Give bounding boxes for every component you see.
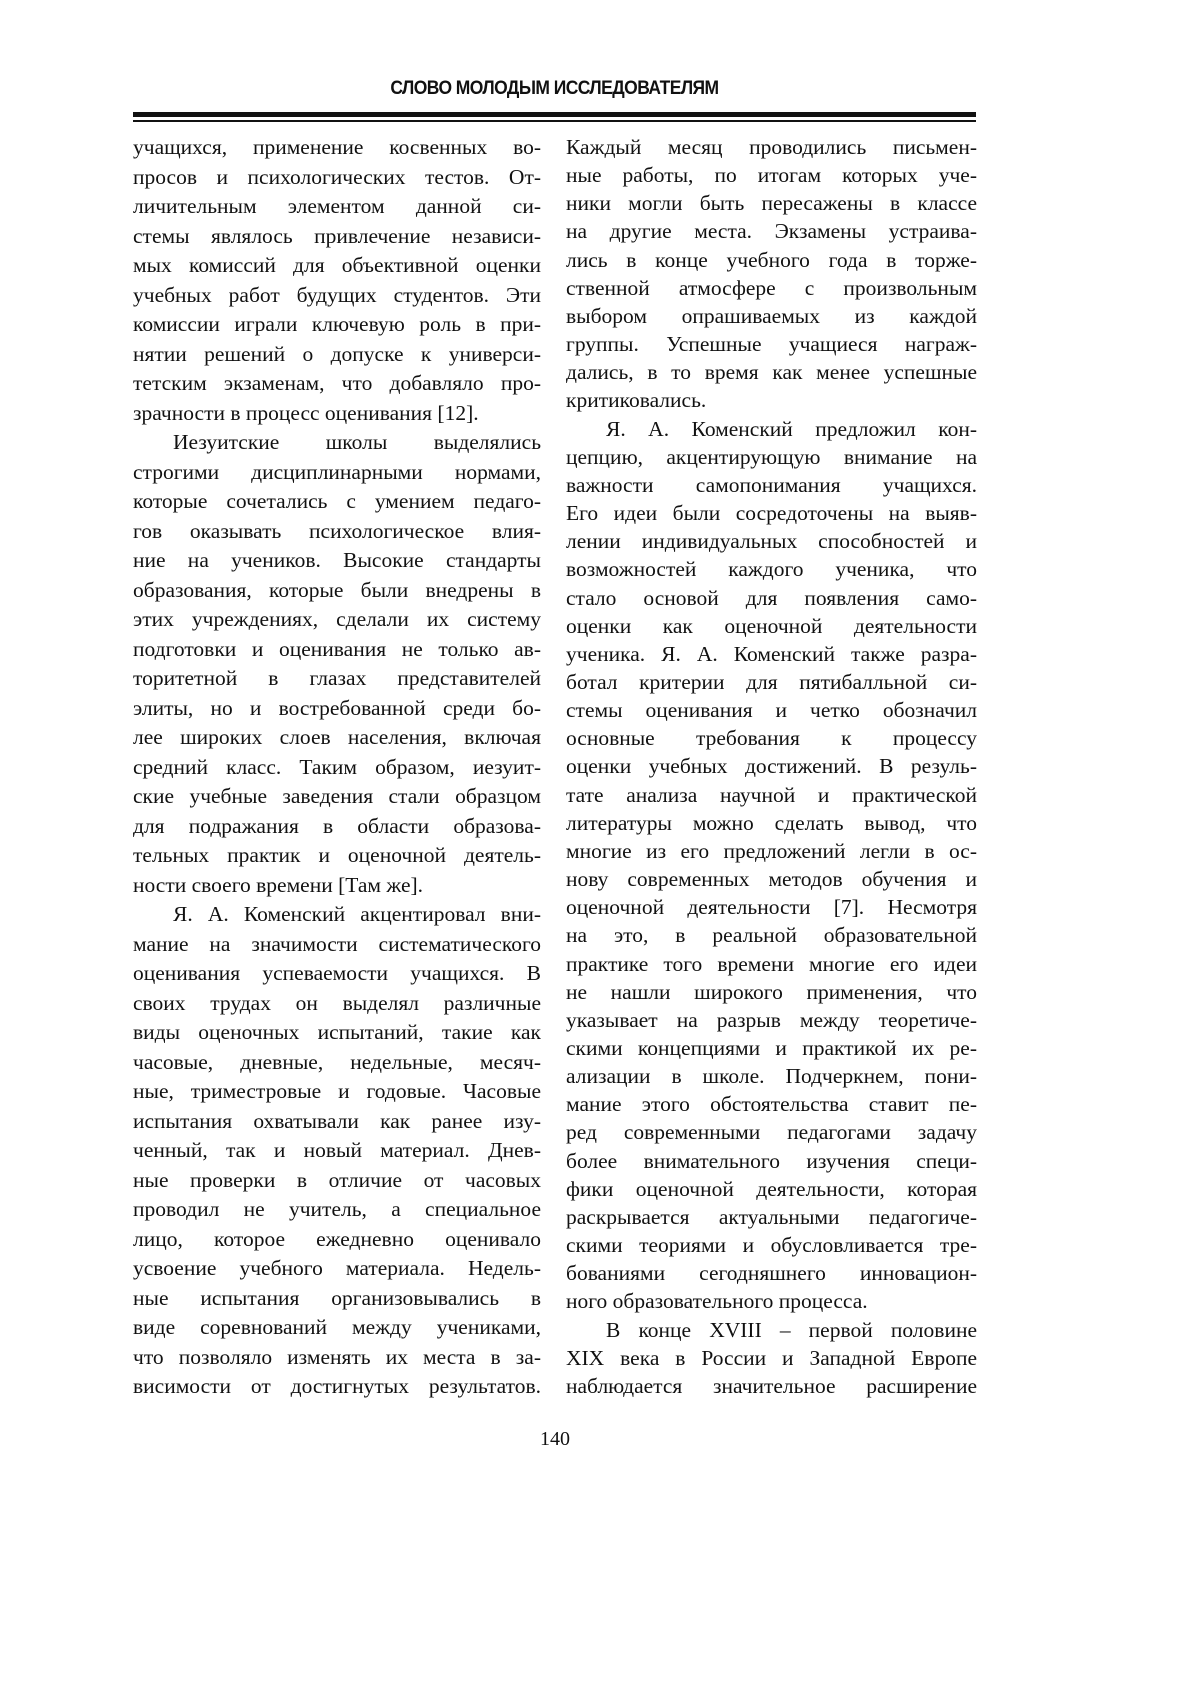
text-line: лении индивидуальных способностей и <box>566 528 977 555</box>
text-line: на другие места. Экзамены устраива- <box>566 218 977 245</box>
text-line: практике того времени многие его идеи <box>566 951 977 978</box>
text-line: лицо, которое ежедневно оценивало <box>133 1226 541 1253</box>
text-line: своих трудах он выделял различные <box>133 990 541 1017</box>
text-line: Я. А. Коменский акцентировал вни- <box>133 901 541 928</box>
text-line: учащихся, применение косвенных во- <box>133 134 541 161</box>
text-line: стемы оценивания и четко обозначил <box>566 697 977 724</box>
text-line: этих учреждениях, сделали их систему <box>133 606 541 633</box>
text-line: бованиями сегодняшнего инновацион- <box>566 1260 977 1287</box>
text-line: тате анализа научной и практической <box>566 782 977 809</box>
text-line: ченный, так и новый материал. Днев- <box>133 1137 541 1164</box>
text-line: стало основой для появления само- <box>566 585 977 612</box>
text-line: скими концепциями и практикой их ре- <box>566 1035 977 1062</box>
text-line: важности самопонимания учащихся. <box>566 472 977 499</box>
header-rule-thin <box>133 120 976 122</box>
text-line: мание на значимости систематического <box>133 931 541 958</box>
text-line: основные требования к процессу <box>566 725 977 752</box>
text-line: ные проверки в отличие от часовых <box>133 1167 541 1194</box>
text-line: ные, триместровые и годовые. Часовые <box>133 1078 541 1105</box>
text-line: лись в конце учебного года в торже- <box>566 247 977 274</box>
text-line: ботал критерии для пятибалльной си- <box>566 669 977 696</box>
text-line: что позволяло изменять их места в за- <box>133 1344 541 1371</box>
text-line: указывает на разрыв между теоретиче- <box>566 1007 977 1034</box>
text-line: тельных практик и оценочной деятель- <box>133 842 541 869</box>
text-column-left <box>133 134 541 1400</box>
text-line: возможностей каждого ученика, что <box>566 556 977 583</box>
text-line: ские учебные заведения стали образцом <box>133 783 541 810</box>
text-line: мание этого обстоятельства ставит пе- <box>566 1091 977 1118</box>
text-line: зрачности в процесс оценивания [12]. <box>133 400 541 427</box>
text-line: наблюдается значительное расширение <box>566 1373 977 1400</box>
text-line: группы. Успешные учащиеся награж- <box>566 331 977 358</box>
text-line: выбором опрашиваемых из каждой <box>566 303 977 330</box>
text-line: Каждый месяц проводились письмен- <box>566 134 977 161</box>
text-line: виды оценочных испытаний, такие как <box>133 1019 541 1046</box>
text-line: торитетной в глазах представителей <box>133 665 541 692</box>
header-rule-thick <box>133 112 976 117</box>
text-line: ние на учеников. Высокие стандарты <box>133 547 541 574</box>
text-line: на это, в реальной образовательной <box>566 922 977 949</box>
text-line: ные испытания организовывались в <box>133 1285 541 1312</box>
text-line: ные работы, по итогам которых уче- <box>566 162 977 189</box>
text-line: ализации в школе. Подчеркнем, пони- <box>566 1063 977 1090</box>
text-line: комиссии играли ключевую роль в при- <box>133 311 541 338</box>
text-line: строгими дисциплинарными нормами, <box>133 459 541 486</box>
text-line: оценочной деятельности [7]. Несмотря <box>566 894 977 921</box>
text-line: подготовки и оценивания не только ав- <box>133 636 541 663</box>
text-line: мых комиссий для объективной оценки <box>133 252 541 279</box>
text-line: учебных работ будущих студентов. Эти <box>133 282 541 309</box>
text-line: нову современных методов обучения и <box>566 866 977 893</box>
text-line: фики оценочной деятельности, которая <box>566 1176 977 1203</box>
text-line: более внимательного изучения специ- <box>566 1148 977 1175</box>
text-line: скими теориями и обусловливается тре- <box>566 1232 977 1259</box>
text-line: тетским экзаменам, что добавляло про- <box>133 370 541 397</box>
text-column-right <box>566 134 977 1400</box>
text-line: для подражания в области образова- <box>133 813 541 840</box>
text-line: ученика. Я. А. Коменский также разра- <box>566 641 977 668</box>
text-line: Я. А. Коменский предложил кон- <box>566 416 977 443</box>
text-line: не нашли широкого применения, что <box>566 979 977 1006</box>
text-line: гов оказывать психологическое влия- <box>133 518 541 545</box>
text-line: литературы можно сделать вывод, что <box>566 810 977 837</box>
running-header: СЛОВО МОЛОДЫМ ИССЛЕДОВАТЕЛЯМ <box>167 78 943 100</box>
text-line: критиковались. <box>566 387 977 414</box>
text-line: дались, в то время как менее успешные <box>566 359 977 386</box>
text-line: средний класс. Таким образом, иезуит- <box>133 754 541 781</box>
text-line: раскрывается актуальными педагогиче- <box>566 1204 977 1231</box>
text-line: ности своего времени [Там же]. <box>133 872 541 899</box>
text-line: лее широких слоев населения, включая <box>133 724 541 751</box>
page-number: 140 <box>0 1428 1110 1451</box>
text-line: ники могли быть пересажены в классе <box>566 190 977 217</box>
text-line: проводил не учитель, а специальное <box>133 1196 541 1223</box>
text-line: испытания охватывали как ранее изу- <box>133 1108 541 1135</box>
text-line: усвоение учебного материала. Недель- <box>133 1255 541 1282</box>
text-line: личительным элементом данной си- <box>133 193 541 220</box>
text-line: ного образовательного процесса. <box>566 1288 977 1315</box>
text-line: часовые, дневные, недельные, месяч- <box>133 1049 541 1076</box>
text-line: просов и психологических тестов. От- <box>133 164 541 191</box>
text-line: которые сочетались с умением педаго- <box>133 488 541 515</box>
text-line: В конце XVIII – первой половине <box>566 1317 977 1344</box>
text-line: ред современными педагогами задачу <box>566 1119 977 1146</box>
text-line: многие из его предложений легли в ос- <box>566 838 977 865</box>
text-line: виде соревнований между учениками, <box>133 1314 541 1341</box>
text-line: Его идеи были сосредоточены на выяв- <box>566 500 977 527</box>
text-line: оценки учебных достижений. В резуль- <box>566 753 977 780</box>
text-line: ственной атмосфере с произвольным <box>566 275 977 302</box>
text-line: висимости от достигнутых результатов. <box>133 1373 541 1400</box>
text-line: нятии решений о допуске к универси- <box>133 341 541 368</box>
text-line: Иезуитские школы выделялись <box>133 429 541 456</box>
text-line: образования, которые были внедрены в <box>133 577 541 604</box>
text-line: оценки как оценочной деятельности <box>566 613 977 640</box>
text-line: цепцию, акцентирующую внимание на <box>566 444 977 471</box>
text-line: стемы являлось привлечение независи- <box>133 223 541 250</box>
text-line: XIX века в России и Западной Европе <box>566 1345 977 1372</box>
text-line: оценивания успеваемости учащихся. В <box>133 960 541 987</box>
text-line: элиты, но и востребованной среди бо- <box>133 695 541 722</box>
